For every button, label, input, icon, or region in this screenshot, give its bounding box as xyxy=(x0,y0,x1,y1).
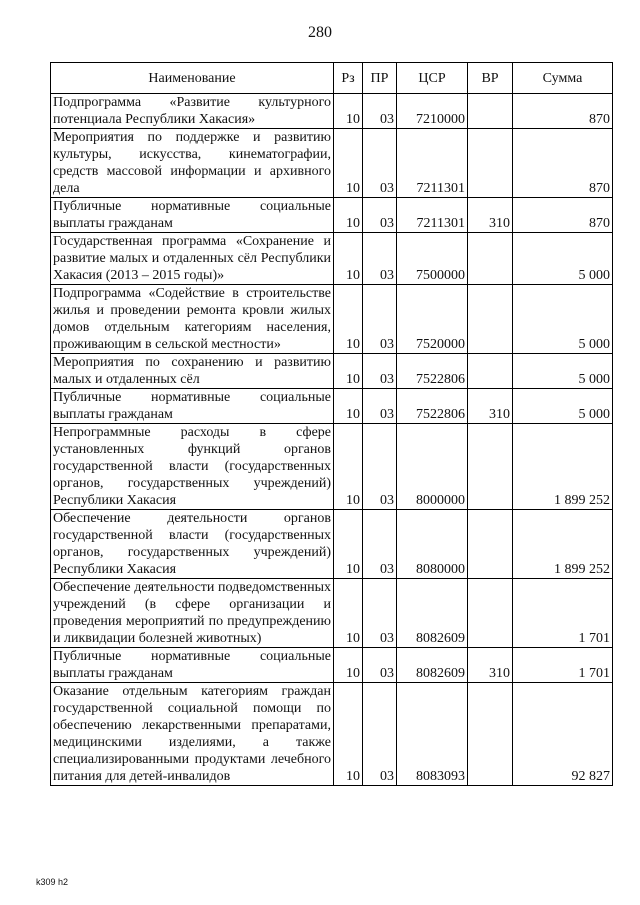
row-name: Публичные нормативные социальные выплаты гражданам xyxy=(51,198,334,233)
row-vr xyxy=(468,510,513,579)
row-sum: 1 899 252 xyxy=(513,424,613,510)
row-vr: 310 xyxy=(468,198,513,233)
page-number: 280 xyxy=(308,24,332,41)
row-rz: 10 xyxy=(334,389,363,424)
table-header xyxy=(51,63,613,94)
row-pr: 03 xyxy=(363,424,397,510)
header-row xyxy=(51,63,613,94)
row-csr: 7210000 xyxy=(397,94,468,129)
row-rz: 10 xyxy=(334,683,363,786)
row-name: Непрограммные расходы в сфере установленных функций органов государственной власти (государственных органов, государственных учреждений) Республики Хакасия xyxy=(51,424,334,510)
row-pr: 03 xyxy=(363,94,397,129)
row-csr: 7211301 xyxy=(397,129,468,198)
row-sum: 5 000 xyxy=(513,354,613,389)
row-rz: 10 xyxy=(334,233,363,285)
row-sum: 870 xyxy=(513,94,613,129)
row-sum: 1 701 xyxy=(513,648,613,683)
row-sum: 1 899 252 xyxy=(513,510,613,579)
header-rz: Рз xyxy=(334,63,363,94)
row-rz: 10 xyxy=(334,285,363,354)
row-csr: 8082609 xyxy=(397,579,468,648)
row-rz: 10 xyxy=(334,424,363,510)
row-pr: 03 xyxy=(363,233,397,285)
row-pr: 03 xyxy=(363,579,397,648)
footer-code: k309 h2 xyxy=(36,877,69,887)
row-csr: 8080000 xyxy=(397,510,468,579)
row-sum: 5 000 xyxy=(513,389,613,424)
row-name: Государственная программа «Сохранение и развитие малых и отдаленных сёл Республики Хакасия (2013 – 2015 годы)» xyxy=(51,233,334,285)
table-row xyxy=(51,579,613,648)
row-csr: 8082609 xyxy=(397,648,468,683)
row-sum: 5 000 xyxy=(513,285,613,354)
row-pr: 03 xyxy=(363,285,397,354)
row-csr: 8083093 xyxy=(397,683,468,786)
table-row xyxy=(51,389,613,424)
table-row xyxy=(51,233,613,285)
row-csr: 8000000 xyxy=(397,424,468,510)
table-row xyxy=(51,510,613,579)
row-vr xyxy=(468,285,513,354)
row-vr xyxy=(468,579,513,648)
table-row xyxy=(51,285,613,354)
row-pr: 03 xyxy=(363,354,397,389)
budget-table xyxy=(50,62,613,786)
row-sum: 92 827 xyxy=(513,683,613,786)
row-name: Обеспечение деятельности подведомственных учреждений (в сфере организации и проведения мероприятий по предупреждению и ликвидации болезней животных) xyxy=(51,579,334,648)
header-sum: Сумма xyxy=(513,63,613,94)
table-row xyxy=(51,683,613,786)
row-rz: 10 xyxy=(334,198,363,233)
row-pr: 03 xyxy=(363,648,397,683)
row-sum: 5 000 xyxy=(513,233,613,285)
row-vr xyxy=(468,94,513,129)
row-pr: 03 xyxy=(363,198,397,233)
row-csr: 7520000 xyxy=(397,285,468,354)
row-rz: 10 xyxy=(334,510,363,579)
row-name: Оказание отдельным категориям граждан государственной социальной помощи по обеспечению лекарственными препаратами, медицинскими изделиями, а также специализированными продуктами лечебного питания для детей-инвалидов xyxy=(51,683,334,786)
row-vr: 310 xyxy=(468,389,513,424)
row-vr xyxy=(468,683,513,786)
row-vr xyxy=(468,424,513,510)
row-name: Обеспечение деятельности органов государственной власти (государственных органов, государственных учреждений) Республики Хакасия xyxy=(51,510,334,579)
table-row xyxy=(51,354,613,389)
table-row xyxy=(51,198,613,233)
row-rz: 10 xyxy=(334,354,363,389)
row-rz: 10 xyxy=(334,579,363,648)
row-name: Мероприятия по сохранению и развитию малых и отдаленных сёл xyxy=(51,354,334,389)
row-name: Подпрограмма «Развитие культурного потенциала Республики Хакасия» xyxy=(51,94,334,129)
header-name: Наименование xyxy=(51,63,334,94)
row-pr: 03 xyxy=(363,389,397,424)
row-sum: 1 701 xyxy=(513,579,613,648)
header-vr: ВР xyxy=(468,63,513,94)
row-name: Подпрограмма «Содействие в строительстве жилья и проведении ремонта кровли жилых домов отдельным категориям населения, проживающим в сельской местности» xyxy=(51,285,334,354)
row-vr xyxy=(468,354,513,389)
row-vr xyxy=(468,129,513,198)
row-pr: 03 xyxy=(363,129,397,198)
row-rz: 10 xyxy=(334,94,363,129)
row-csr: 7500000 xyxy=(397,233,468,285)
row-rz: 10 xyxy=(334,129,363,198)
row-csr: 7522806 xyxy=(397,354,468,389)
table-row xyxy=(51,424,613,510)
row-sum: 870 xyxy=(513,198,613,233)
header-csr: ЦСР xyxy=(397,63,468,94)
header-pr: ПР xyxy=(363,63,397,94)
row-rz: 10 xyxy=(334,648,363,683)
table-row xyxy=(51,94,613,129)
row-sum: 870 xyxy=(513,129,613,198)
table-row xyxy=(51,129,613,198)
row-pr: 03 xyxy=(363,683,397,786)
row-name: Мероприятия по поддержке и развитию культуры, искусства, кинематографии, средств массовой информации и архивного дела xyxy=(51,129,334,198)
row-vr: 310 xyxy=(468,648,513,683)
row-csr: 7211301 xyxy=(397,198,468,233)
table-row xyxy=(51,648,613,683)
table-body xyxy=(51,94,613,786)
row-name: Публичные нормативные социальные выплаты гражданам xyxy=(51,389,334,424)
row-csr: 7522806 xyxy=(397,389,468,424)
row-name: Публичные нормативные социальные выплаты гражданам xyxy=(51,648,334,683)
row-vr xyxy=(468,233,513,285)
row-pr: 03 xyxy=(363,510,397,579)
